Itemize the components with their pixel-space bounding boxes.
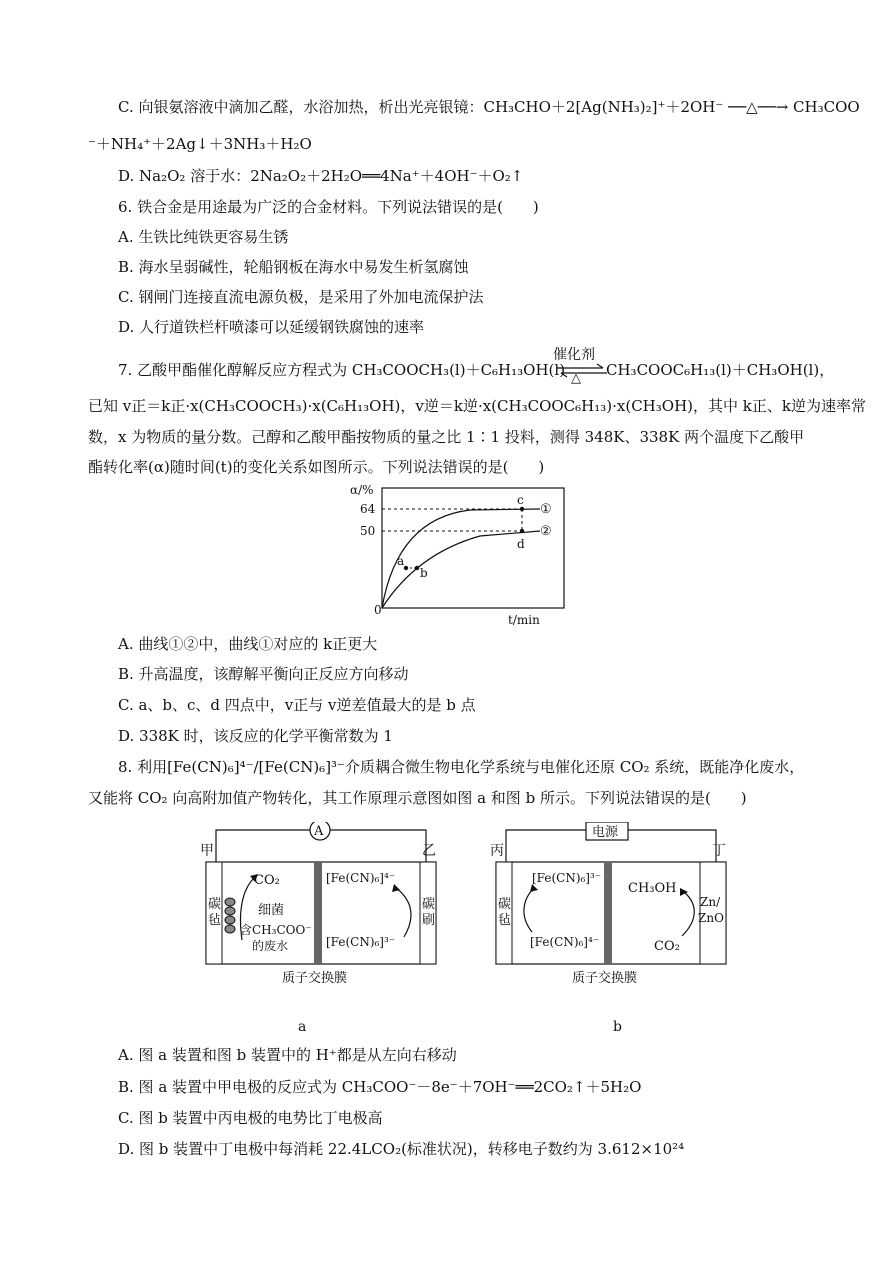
- co2-label-b: CO₂: [654, 939, 680, 954]
- bacteria-icon-4: [225, 925, 235, 933]
- label-jia: 甲: [200, 843, 214, 859]
- waste-label-1: 含CH₃COO⁻: [240, 923, 312, 937]
- q7-line-3: 数，x 为物质的量分数。己醇和乙酸甲酯按物质的量之比 1∶1 投料，测得 348K、338K 两个温度下乙酸甲: [88, 428, 805, 446]
- point-b: [415, 566, 419, 570]
- q7-line-4: 酯转化率(α)随时间(t)的变化关系如图所示。下列说法错误的是( ): [88, 458, 545, 476]
- option-c-line: C. 向银氨溶液中滴加乙醛，水浴加热，析出光亮银镜：CH₃CHO＋2[Ag(NH₃)₂]⁺＋2OH⁻ ──△──→ CH₃COO: [118, 98, 860, 116]
- curve-1: [382, 509, 540, 608]
- label-d: d: [517, 537, 525, 551]
- question-6: 6. 铁合金是用途最为广泛的合金材料。下列说法错误的是( ): [118, 198, 539, 216]
- y-tick-64: 64: [360, 502, 376, 516]
- ch3oh-label: CH₃OH: [628, 881, 677, 896]
- q8-option-a: A. 图 a 装置和图 b 装置中的 H⁺都是从左向右移动: [118, 1046, 457, 1064]
- q6-option-c: C. 钢闸门连接直流电源负极，是采用了外加电流保护法: [118, 288, 484, 306]
- bacteria-icon-3: [225, 916, 235, 924]
- membrane-b: [604, 862, 612, 964]
- membrane-a: [314, 862, 322, 964]
- q6-option-b: B. 海水呈弱碱性，轮船钢板在海水中易发生析氢腐蚀: [118, 258, 469, 276]
- series-1-label: ①: [540, 502, 552, 517]
- equation-rhs: CH₃COOC₆H₁₃(l)＋CH₃OH(l)，: [606, 361, 835, 379]
- q8-option-c: C. 图 b 装置中丙电极的电势比丁电极高: [118, 1109, 383, 1127]
- q6-option-d: D. 人行道铁栏杆喷漆可以延缓钢铁腐蚀的速率: [118, 318, 425, 336]
- membrane-label-a: 质子交换膜: [282, 971, 348, 986]
- zn-label: Zn/: [700, 895, 721, 909]
- q7-option-d: D. 338K 时，该反应的化学平衡常数为 1: [118, 727, 393, 745]
- figure-b: [488, 822, 734, 990]
- felt-char-b2: 毡: [498, 913, 512, 928]
- label-ding: 丁: [712, 843, 726, 859]
- fe4-label-b: [Fe(CN)₆]⁴⁻: [530, 935, 600, 949]
- label-yi: 乙: [422, 843, 436, 859]
- fe4-label-a: [Fe(CN)₆]⁴⁻: [326, 871, 396, 885]
- co2-label-a: CO₂: [254, 873, 280, 888]
- label-b: b: [420, 566, 428, 580]
- bacteria-icon-1: [225, 898, 235, 906]
- point-a: [404, 566, 408, 570]
- y-tick-50: 50: [360, 524, 376, 538]
- point-c: [520, 507, 524, 511]
- caption-a: a: [298, 1019, 307, 1035]
- arrow-a-right: [396, 888, 411, 937]
- q6-option-a: A. 生铁比纯铁更容易生锈: [118, 228, 289, 246]
- question-7: 7. 乙酸甲酯催化醇解反应方程式为 CH₃COOCH₃(l)＋C₆H₁₃OH(l): [118, 361, 566, 379]
- arrow-b-right: [682, 892, 694, 936]
- q8-line-2: 又能将 CO₂ 向高附加值产物转化，其工作原理示意图如图 a 和图 b 所示。下列说法错误的是( ): [88, 789, 747, 807]
- point-d: [520, 529, 524, 533]
- label-c: c: [517, 493, 524, 507]
- bacteria-icon-2: [225, 907, 235, 915]
- reversible-arrow: [555, 358, 610, 388]
- origin-label: 0: [374, 603, 382, 617]
- felt-char-2: 毡: [208, 913, 222, 928]
- bacteria-label: 细菌: [258, 903, 285, 918]
- brush-char-1: 碳: [422, 897, 436, 912]
- label-a: a: [397, 554, 405, 568]
- brush-char-2: 刷: [422, 913, 436, 928]
- q7-option-a: A. 曲线①②中，曲线①对应的 k正更大: [118, 635, 378, 653]
- conversion-chart: [340, 480, 570, 630]
- membrane-label-b: 质子交换膜: [572, 971, 638, 986]
- option-d-line: D. Na₂O₂ 溶于水：2Na₂O₂＋2H₂O══4Na⁺＋4OH⁻＋O₂↑: [118, 167, 524, 185]
- series-2-label: ②: [540, 524, 552, 539]
- fe3-label-b: [Fe(CN)₆]³⁻: [532, 871, 602, 885]
- x-axis-label: t/min: [508, 613, 540, 627]
- waste-label-2: 的废水: [252, 939, 289, 953]
- q7-option-c: C. a、b、c、d 四点中，v正与 v逆差值最大的是 b 点: [118, 696, 476, 714]
- power-source-label: 电源: [592, 825, 619, 840]
- q7-option-b: B. 升高温度，该醇解平衡向正反应方向移动: [118, 665, 409, 683]
- figure-a: [198, 822, 444, 990]
- felt-char-b1: 碳: [498, 897, 512, 912]
- zno-label: ZnO: [698, 911, 724, 925]
- label-bing: 丙: [490, 843, 504, 859]
- question-8: 8. 利用[Fe(CN)₆]⁴⁻/[Fe(CN)₆]³⁻介质耦合微生物电化学系统与电催化还原 CO₂ 系统，既能净化废水，: [118, 758, 805, 776]
- caption-b: b: [613, 1019, 622, 1035]
- q8-option-d: D. 图 b 装置中丁电极中每消耗 22.4LCO₂(标准状况)，转移电子数约为 3.612×10²⁴: [118, 1140, 685, 1158]
- q8-option-b: B. 图 a 装置中甲电极的反应式为 CH₃COO⁻－8e⁻＋7OH⁻══2CO₂↑＋5H₂O: [118, 1078, 642, 1096]
- option-c-continuation: ⁻＋NH₄⁺＋2Ag↓＋3NH₃＋H₂O: [88, 135, 312, 153]
- delta-label: △: [571, 371, 581, 386]
- fe3-label-a: [Fe(CN)₆]³⁻: [326, 935, 396, 949]
- q7-rate-line: 已知 v正＝k正·x(CH₃COOCH₃)·x(C₆H₁₃OH)，v逆＝k逆·x(CH₃COOC₆H₁₃)·x(CH₃OH)，其中 k正、k逆为速率常: [88, 397, 866, 415]
- y-axis-label: α/%: [350, 483, 374, 497]
- plot-frame: [382, 488, 564, 608]
- felt-char-1: 碳: [208, 897, 222, 912]
- ammeter-label: A: [314, 824, 324, 839]
- arrow-b-left: [524, 888, 534, 932]
- catalyst-label: 催化剂: [553, 347, 595, 363]
